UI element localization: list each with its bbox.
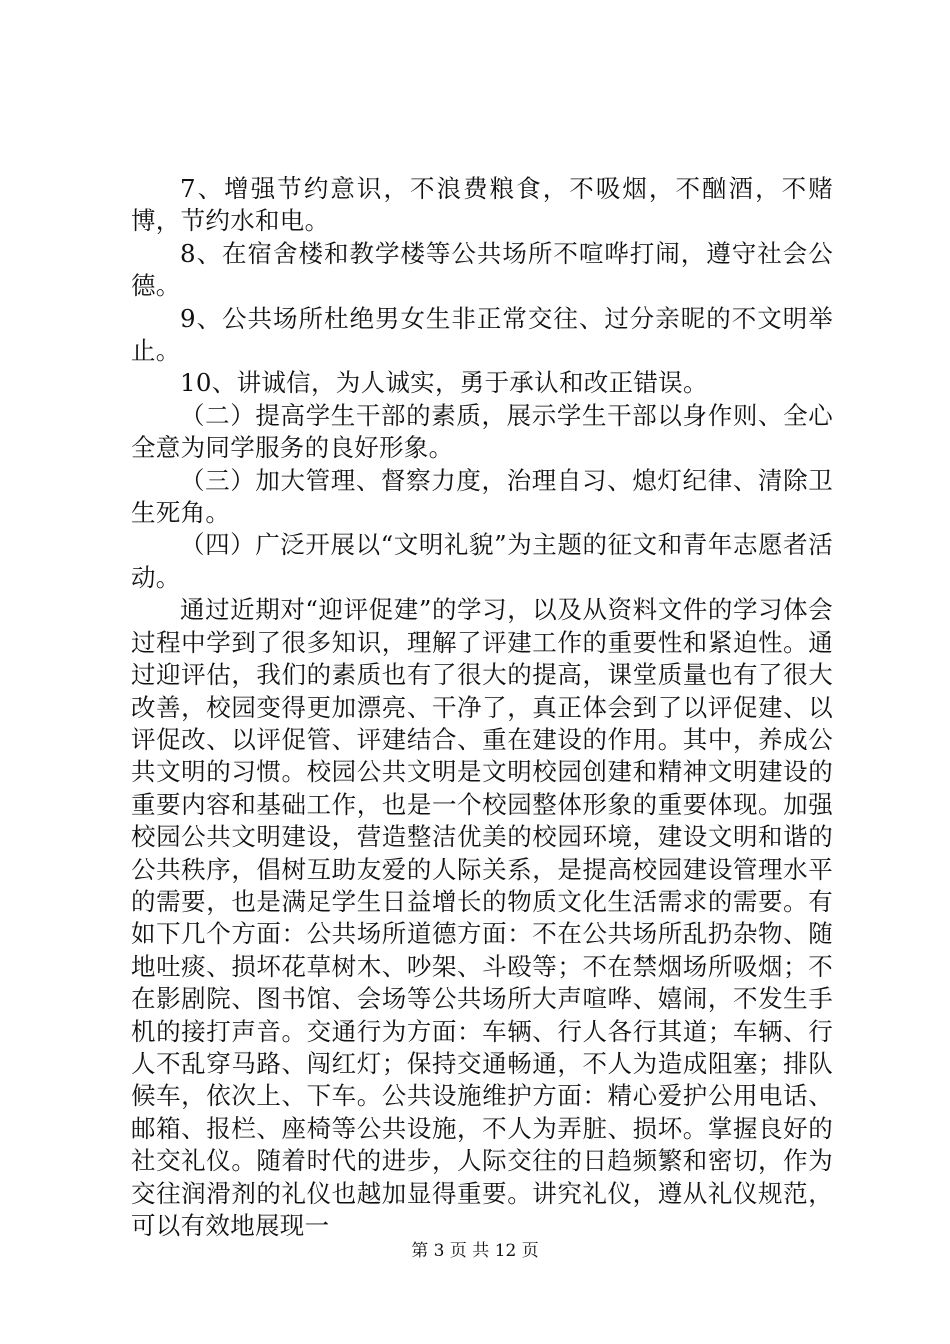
paragraph-item-8: 8、在宿舍楼和教学楼等公共场所不喧哗打闹，遵守社会公德。 — [131, 238, 833, 301]
paragraph-section-3: （三）加大管理、督察力度，治理自习、熄灯纪律、清除卫生死角。 — [131, 465, 833, 528]
page-number-footer: 第 3 页 共 12 页 — [411, 1241, 539, 1261]
paragraph-item-10: 10、讲诚信，为人诚实，勇于承认和改正错误。 — [180, 368, 708, 398]
paragraph-section-4: （四）广泛开展以“文明礼貌”为主题的征文和青年志愿者活动。 — [131, 530, 833, 592]
paragraph-item-9: 9、公共场所杜绝男女生非正常交往、过分亲昵的不文明举止。 — [131, 303, 833, 366]
document-body — [131, 173, 833, 1242]
paragraph-body: 通过近期对“迎评促建”的学习，以及从资料文件的学习体会过程中学到了很多知识，理解了评建工作的重要性和紧迫性。通过迎评估，我们的素质也有了很大的提高，课堂质量也有了很大改善，校园变得更加漂亮、干净了，真正体会到了以评促建、以评促改、以评促管、评建结合、重在建设的作用。其中，养成公共文明的习惯。校园公共文明是文明校园创建和精神文明建设的重要内容和基础工作，也是一个校园整体形象的重要体现。加强校园公共文明建设，营造整洁优美的校园环境，建设文明和谐的公共秩序，倡树互助友爱的人际关系，是提高校园建设管理水平的需要，也是满足学生日益增长的物质文化生活需求的需要。有如下几个方面：公共场所道德方面：不在公共场所乱扔杂物、随地吐痰、损坏花草树木、吵架、斗殴等；不在禁烟场所吸烟；不在影剧院、图书馆、会场等公共场所大声喧哗、嬉闹，不发生手机的接打声音。交通行为方面：车辆、行人各行其道；车辆、行人不乱穿马路、闯红灯；保持交通畅通，不人为造成阻塞；排队候车，依次上、下车。公共设施维护方面：精心爱护公用电话、邮箱、报栏、座椅等公共设施，不人为弄脏、损坏。掌握良好的社交礼仪。随着时代的进步，人际交往的日趋频繁和密切，作为交往润滑剂的礼仪也越加显得重要。讲究礼仪，遵从礼仪规范，可以有效地展现一 — [131, 595, 833, 1240]
paragraph-section-2: （二）提高学生干部的素质，展示学生干部以身作则、全心全意为同学服务的良好形象。 — [131, 400, 833, 463]
paragraph-item-7: 7、增强节约意识，不浪费粮食，不吸烟，不酗酒，不赌博，节约水和电。 — [131, 174, 833, 236]
